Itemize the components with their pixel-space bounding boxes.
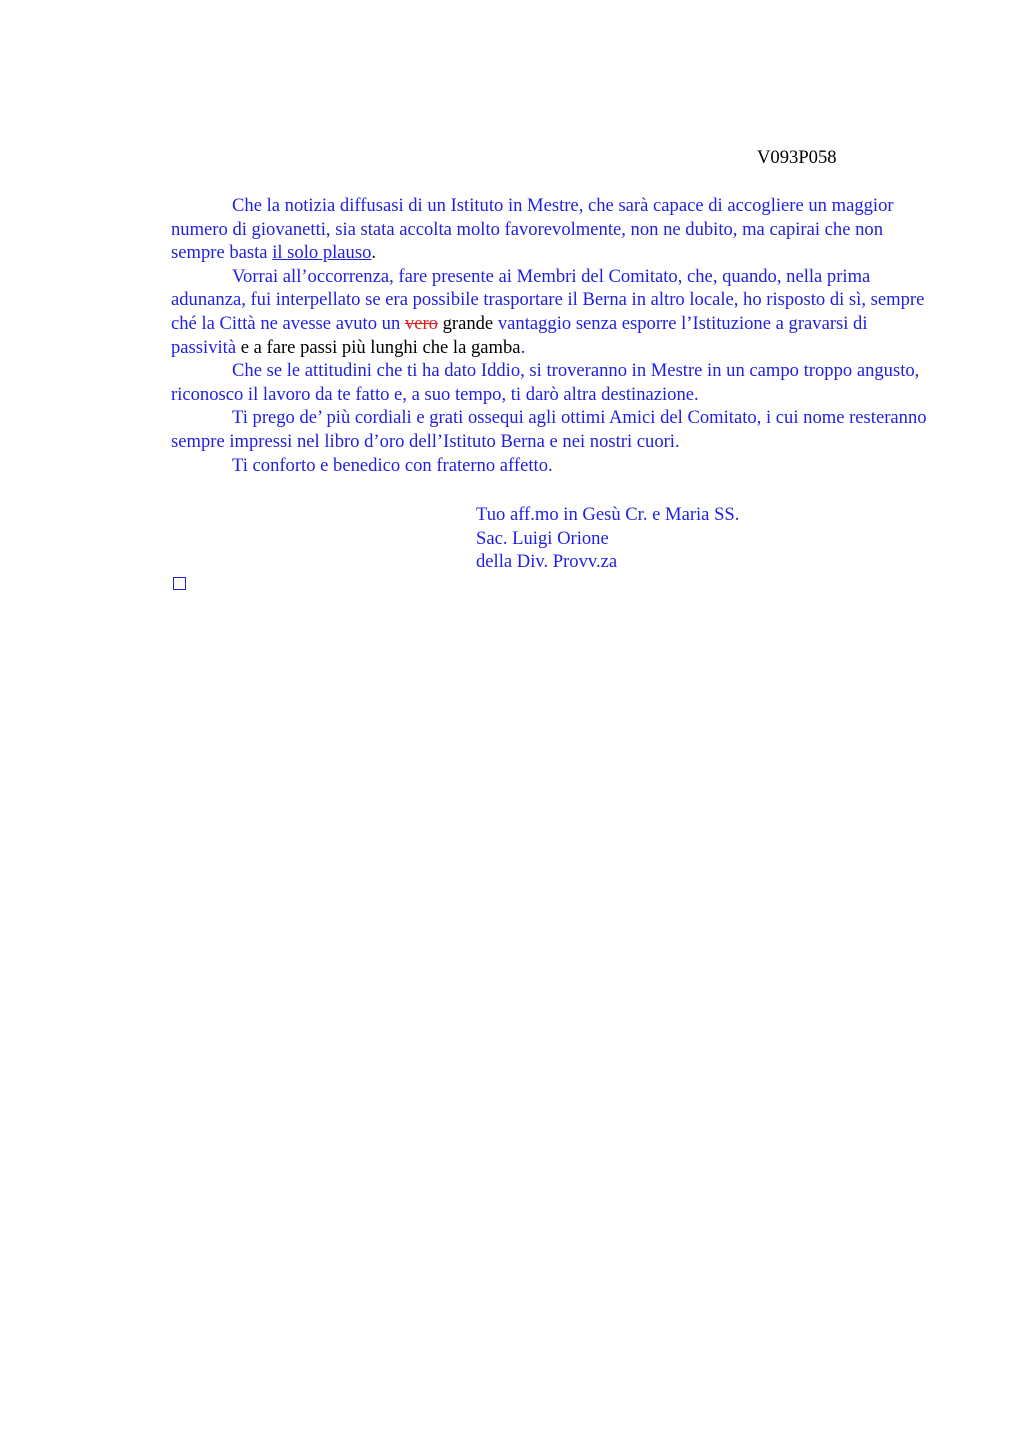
end-of-document-box-icon bbox=[173, 577, 186, 590]
paragraph-2-text: Vorrai all’occorrenza, fare presente ai Membri del Comitato, che, quando, nella prima adunanza, fui interpellato se era possibile trasportare il Berna in altro locale, ho risposto di sì, sempre ché la Città ne avesse avuto un bbox=[171, 265, 925, 334]
signature-closing: Tuo aff.mo in Gesù Cr. e Maria SS. bbox=[476, 504, 740, 525]
paragraph-2 bbox=[171, 265, 931, 359]
deleted-word: vero bbox=[404, 312, 438, 334]
page-code: V093P058 bbox=[757, 147, 837, 168]
signature-name: Sac. Luigi Orione bbox=[476, 527, 609, 549]
inserted-word: grande bbox=[437, 312, 494, 334]
paragraph-5: Ti conforto e benedico con fraterno affetto. bbox=[232, 454, 553, 476]
paragraph-2-end: . bbox=[520, 336, 526, 358]
letter-body bbox=[171, 194, 931, 477]
paragraph-1-text: Che la notizia diffusasi di un Istituto in Mestre, che sarà capace di accogliere un maggior numero di giovanetti, sia stata accolta molto favorevolmente, non ne dubito, ma capirai che non sempre basta bbox=[171, 195, 894, 264]
inserted-phrase: e a fare passi più lunghi che la gamba bbox=[236, 336, 521, 358]
signature-block bbox=[476, 503, 739, 574]
paragraph-1 bbox=[171, 194, 931, 265]
signature-title: della Div. Provv.za bbox=[476, 551, 618, 573]
underlined-phrase: il solo plauso bbox=[272, 242, 372, 264]
paragraph-3: Che se le attitudini che ti ha dato Iddio, si troveranno in Mestre in un campo troppo angusto, riconosco il lavoro da te fatto e, a suo tempo, ti darò altra destinazione. bbox=[171, 360, 920, 405]
paragraph-4: Ti prego de’ più cordiali e grati ossequi agli ottimi Amici del Comitato, i cui nome resteranno sempre impressi nel libro d’oro dell’Istituto Berna e nei nostri cuori. bbox=[171, 407, 927, 452]
paragraph-2-text-b: vantaggio senza esporre l’Istituzione a gravarsi di passività bbox=[171, 312, 868, 358]
paragraph-1-end: . bbox=[371, 242, 377, 264]
